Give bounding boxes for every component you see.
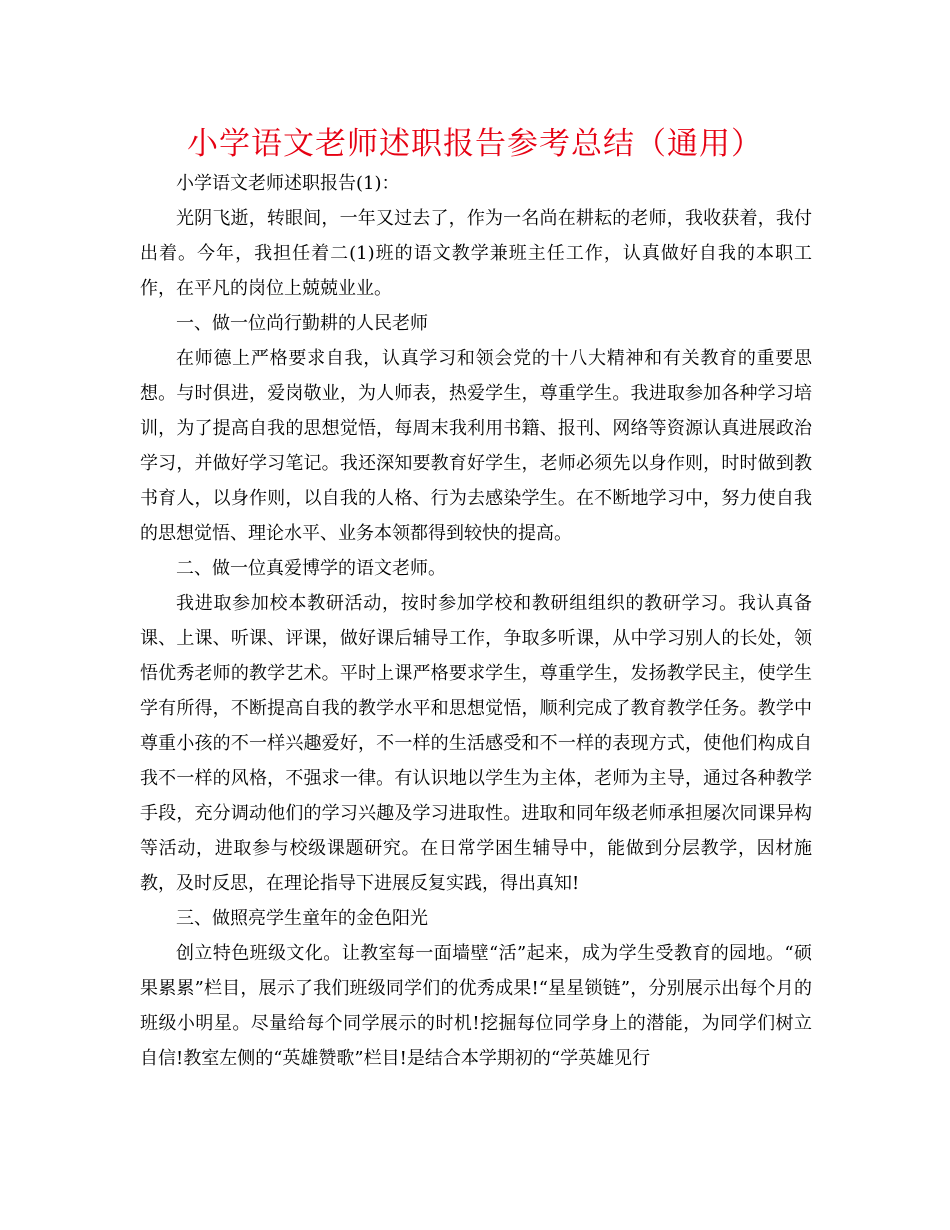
document-body bbox=[140, 166, 812, 1076]
body-paragraph: 创立特色班级文化。让教室每一面墙壁“活”起来，成为学生受教育的园地。“硕果累累”栏目，展示了我们班级同学们的优秀成果!“星星锁链”，分别展示出每个月的班级小明星。尽量给每个同学展示的时机!挖掘每位同学身上的潜能，为同学们树立自信!教室左侧的“英雄赞歌”栏目!是结合本学期初的“学英雄见行 bbox=[140, 943, 812, 1069]
section-heading-2: 二、做一位真爱博学的语文老师。 bbox=[176, 558, 446, 579]
body-paragraph: 在师德上严格要求自我，认真学习和领会党的十八大精神和有关教育的重要思想。与时俱进，爱岗敬业，为人师表，热爱学生，尊重学生。我进取参加各种学习培训，为了提高自我的思想觉悟，每周末我利用书籍、报刊、网络等资源认真进展政治学习，并做好学习笔记。我还深知要教育好学生，老师必须先以身作则，时时做到教书育人，以身作则，以自我的人格、行为去感染学生。在不断地学习中，努力使自我的思想觉悟、理论水平、业务本领都得到较快的提高。 bbox=[140, 348, 812, 544]
body-paragraph: 我进取参加校本教研活动，按时参加学校和教研组组织的教研学习。我认真备课、上课、听课、评课，做好课后辅导工作，争取多听课，从中学习别人的长处，领悟优秀老师的教学艺术。平时上课严格要求学生，尊重学生，发扬教学民主，使学生学有所得，不断提高自我的教学水平和思想觉悟，顺利完成了教育教学任务。教学中尊重小孩的不一样兴趣爱好，不一样的生活感受和不一样的表现方式，使他们构成自我不一样的风格，不强求一律。有认识地以学生为主体，老师为主导，通过各种教学手段，充分调动他们的学习兴趣及学习进取性。进取和同年级老师承担屡次同课异构等活动，进取参与校级课题研究。在日常学困生辅导中，能做到分层教学，因材施教，及时反思，在理论指导下进展反复实践，得出真知! bbox=[140, 593, 812, 894]
report-subtitle: 小学语文老师述职报告(1)： bbox=[176, 173, 400, 194]
section-heading-3: 三、做照亮学生童年的金色阳光 bbox=[176, 908, 428, 929]
document-title: 小学语文老师述职报告参考总结（通用） bbox=[187, 126, 763, 162]
body-paragraph: 光阴飞逝，转眼间，一年又过去了，作为一名尚在耕耘的老师，我收获着，我付出着。今年，我担任着二(1)班的语文教学兼班主任工作，认真做好自我的本职工作，在平凡的岗位上兢兢业业。 bbox=[140, 208, 812, 299]
section-heading-1: 一、做一位尚行勤耕的人民老师 bbox=[176, 313, 428, 334]
